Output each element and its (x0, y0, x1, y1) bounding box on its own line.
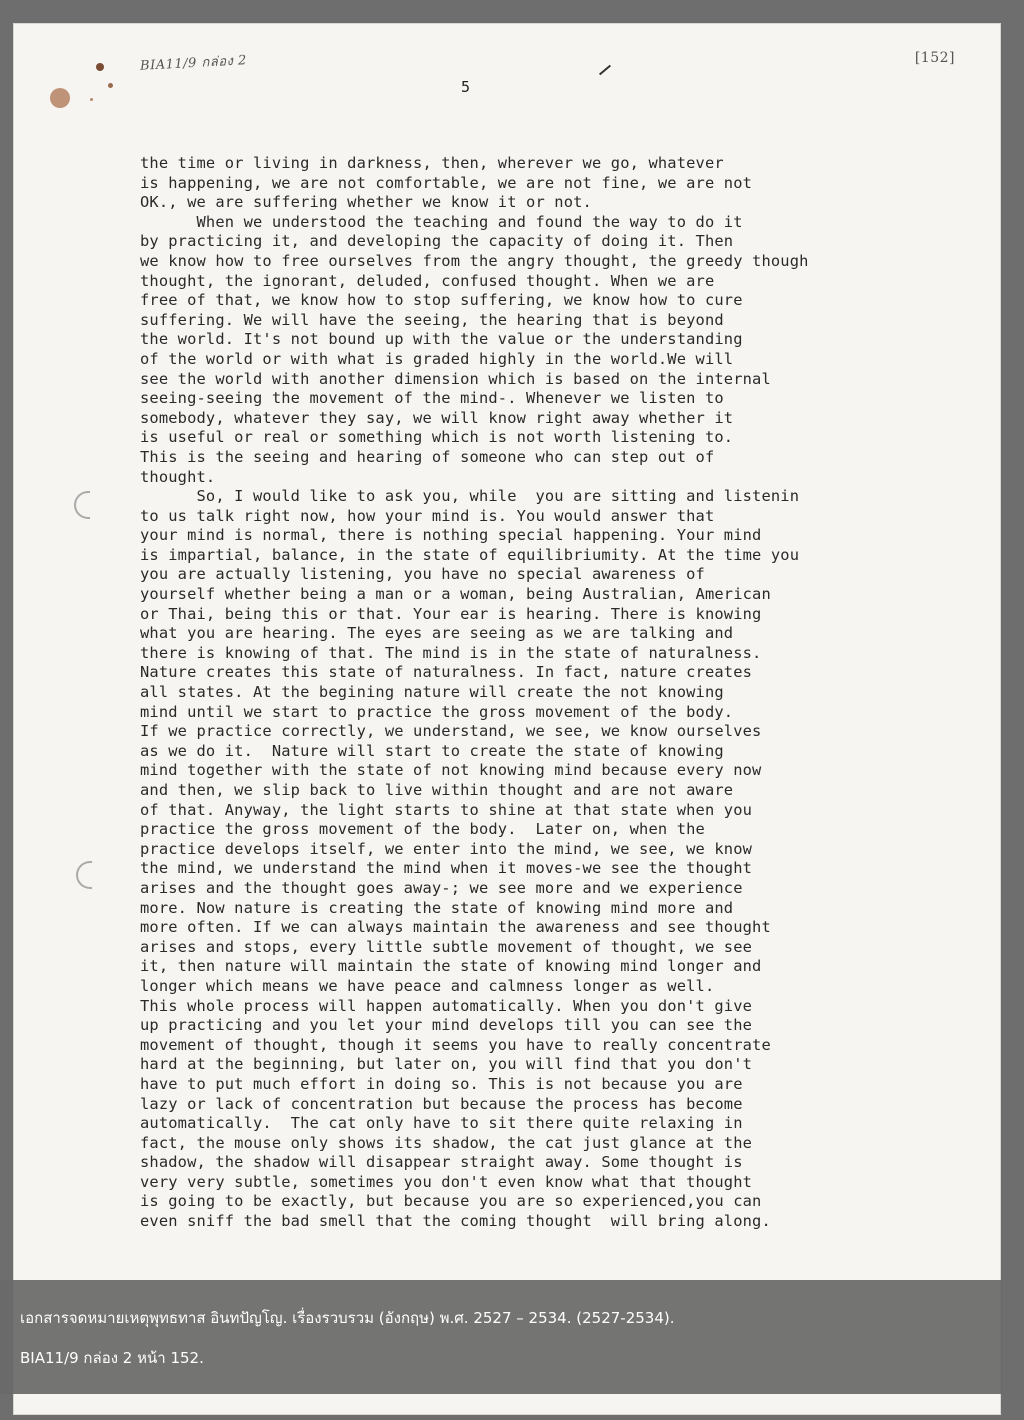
page-number: 5 (461, 78, 471, 96)
typewritten-body (140, 154, 1000, 1232)
ink-stain (108, 83, 113, 88)
text-line: fact, the mouse only shows its shadow, the cat just glance at the (140, 1133, 753, 1152)
pen-mark (599, 65, 611, 76)
text-line: to us talk right now, how your mind is. You would answer that (140, 506, 715, 525)
text-line: OK., we are suffering whether we know it or not. (140, 193, 592, 212)
text-line: free of that, we know how to stop suffering, we know how to cure (140, 291, 743, 310)
text-line: This is the seeing and hearing of someone who can step out of (140, 447, 715, 466)
punch-hole (74, 491, 90, 519)
text-line: automatically. The cat only have to sit there quite relaxing in (140, 1114, 743, 1133)
text-line: or Thai, being this or that. Your ear is hearing. There is knowing (140, 604, 762, 623)
caption-bar (0, 1280, 1002, 1394)
text-line: shadow, the shadow will disappear straight away. Some thought is (140, 1153, 743, 1172)
text-line: longer which means we have peace and calmness longer as well. (140, 976, 715, 995)
text-line: up practicing and you let your mind develops till you can see the (140, 1016, 753, 1035)
text-line: arises and the thought goes away-; we see more and we experience (140, 878, 743, 897)
text-line: arises and stops, every little subtle movement of thought, we see (140, 937, 753, 956)
text-line: When we understood the teaching and found the way to do it (140, 212, 743, 231)
text-line: even sniff the bad smell that the coming thought will bring along. (140, 1212, 771, 1231)
text-line: yourself whether being a man or a woman, being Australian, American (140, 585, 771, 604)
text-line: movement of thought, though it seems you have to really concentrate (140, 1035, 771, 1054)
text-line: Nature creates this state of naturalness. In fact, nature creates (140, 663, 753, 682)
text-line: as we do it. Nature will start to create the state of knowing (140, 741, 724, 760)
text-line: suffering. We will have the seeing, the hearing that is beyond (140, 310, 724, 329)
text-line: So, I would like to ask you, while you are sitting and listenin (140, 487, 800, 506)
text-line: If we practice correctly, we understand, we see, we know ourselves (140, 722, 762, 741)
text-line: somebody, whatever they say, we will know right away whether it (140, 408, 734, 427)
text-line: and then, we slip back to live within thought and are not aware (140, 781, 734, 799)
text-line: we know how to free ourselves from the angry thought, the greedy though (140, 251, 809, 270)
text-line: thought. (140, 467, 216, 486)
text-line: of that. Anyway, the light starts to shine at that state when you (140, 800, 753, 819)
text-line: there is knowing of that. The mind is in the state of naturalness. (140, 643, 762, 662)
text-line: seeing-seeing the movement of the mind-. Whenever we listen to (140, 389, 724, 408)
text-line: is impartial, balance, in the state of equilibriumity. At the time you (140, 545, 800, 564)
text-line: see the world with another dimension which is based on the internal (140, 369, 771, 388)
text-line: what you are hearing. The eyes are seeing as we are talking and (140, 624, 734, 643)
text-line: practice develops itself, we enter into the mind, we see, we know (140, 839, 753, 858)
text-line: it, then nature will maintain the state of knowing mind longer and (140, 957, 762, 976)
handwritten-archive-ref: BIA11/9 กล่อง 2 (139, 53, 248, 74)
text-line: by practicing it, and developing the capacity of doing it. Then (140, 232, 734, 251)
text-line: mind until we start to practice the gross movement of the body. (140, 702, 734, 721)
text-line: more often. If we can always maintain the awareness and see thought (140, 918, 771, 937)
text-line: the world. It's not bound up with the value or the understanding (140, 330, 743, 349)
punch-hole (76, 861, 92, 889)
handwritten-folio-number: [152] (914, 50, 955, 66)
text-line: is useful or real or something which is not worth listening to. (140, 428, 734, 447)
text-line: you are actually listening, you have no special awareness of (140, 565, 705, 584)
text-line: the mind, we understand the mind when it moves-we see the thought (140, 859, 753, 878)
text-line: very very subtle, sometimes you don't even know what that thought (140, 1172, 753, 1191)
text-line: is going to be exactly, but because you are so experienced,you can (140, 1192, 762, 1211)
text-line: thought, the ignorant, deluded, confused thought. When we are (140, 271, 715, 290)
text-line: mind together with the state of not knowing mind because every now (140, 761, 762, 780)
text-line: This whole process will happen automatically. When you don't give (140, 996, 753, 1015)
document-page (14, 24, 1000, 1414)
text-line: hard at the beginning, but later on, you will find that you don't (140, 1055, 753, 1074)
caption-title: เอกสารจดหมายเหตุพุทธทาส อินทปัญโญ. เรื่องรวบรวม (อังกฤษ) พ.ศ. 2527 – 2534. (2527-2534). (20, 1309, 675, 1327)
caption-reference: BIA11/9 กล่อง 2 หน้า 152. (20, 1349, 204, 1367)
text-line: of the world or with what is graded highly in the world.We will (140, 349, 734, 368)
text-line: lazy or lack of concentration but because the process has become (140, 1094, 743, 1113)
text-line: is happening, we are not comfortable, we are not fine, we are not (140, 173, 753, 192)
text-line: practice the gross movement of the body. Later on, when the (140, 820, 705, 839)
text-line: your mind is normal, there is nothing special happening. Your mind (140, 526, 762, 545)
text-line: more. Now nature is creating the state of knowing mind more and (140, 898, 734, 917)
text-line: have to put much effort in doing so. This is not because you are (140, 1074, 743, 1093)
ink-stain (50, 88, 70, 108)
ink-stain (96, 63, 104, 71)
text-line: all states. At the begining nature will create the not knowing (140, 683, 724, 702)
ink-stain (90, 98, 93, 101)
text-line: the time or living in darkness, then, wherever we go, whatever (140, 154, 724, 172)
